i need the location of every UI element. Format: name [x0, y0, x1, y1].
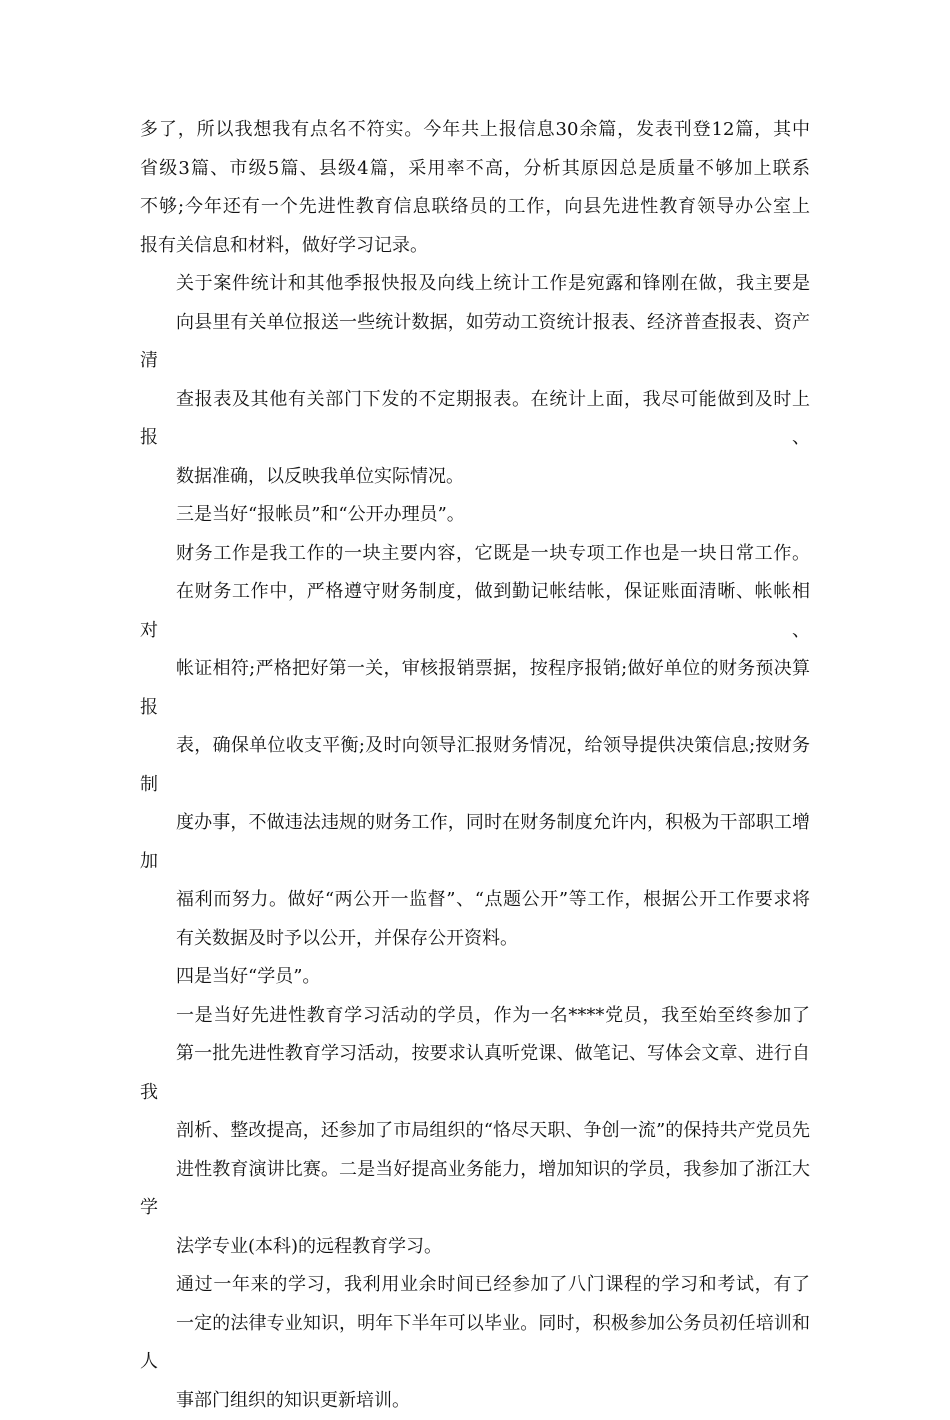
- text-line: 福利而努力。做好“两公开一监督”、“点题公开”等工作，根据公开工作要求将: [140, 881, 810, 920]
- text-line: 数据准确，以反映我单位实际情况。: [140, 458, 810, 497]
- paragraph: [140, 265, 810, 496]
- text-line: 帐证相符;严格把好第一关，审核报销票据，按程序报销;做好单位的财务预决算报: [140, 650, 810, 727]
- text-line: 四是当好“学员”。: [140, 958, 810, 997]
- text-line: 财务工作是我工作的一块主要内容，它既是一块专项工作也是一块日常工作。: [140, 535, 810, 574]
- text-line: 在财务工作中，严格遵守财务制度，做到勤记帐结帐，保证账面清晰、帐帐相对、: [140, 573, 810, 650]
- text-line: 三是当好“报帐员”和“公开办理员”。: [140, 496, 810, 535]
- text-line: 事部门组织的知识更新培训。: [140, 1382, 810, 1420]
- text-line: 多了，所以我想我有点名不符实。今年共上报信息30余篇，发表刊登12篇，其中: [140, 111, 810, 150]
- text-line: 法学专业(本科)的远程教育学习。: [140, 1228, 810, 1267]
- paragraph: [140, 997, 810, 1267]
- paragraph: [140, 535, 810, 959]
- text-line: 不够;今年还有一个先进性教育信息联络员的工作，向县先进性教育领导办公室上: [140, 188, 810, 227]
- text-line: 通过一年来的学习，我利用业余时间已经参加了八门课程的学习和考试，有了: [140, 1266, 810, 1305]
- text-line: 第一批先进性教育学习活动，按要求认真听党课、做笔记、写体会文章、进行自我: [140, 1035, 810, 1112]
- text-line: 向县里有关单位报送一些统计数据，如劳动工资统计报表、经济普查报表、资产清: [140, 304, 810, 381]
- text-line: 省级3篇、市级5篇、县级4篇，采用率不高，分析其原因总是质量不够加上联系: [140, 150, 810, 189]
- paragraph: [140, 958, 810, 997]
- paragraph: [140, 496, 810, 535]
- text-line: 有关数据及时予以公开，并保存公开资料。: [140, 920, 810, 959]
- text-line: 查报表及其他有关部门下发的不定期报表。在统计上面，我尽可能做到及时上报、: [140, 381, 810, 458]
- text-line: 剖析、整改提高，还参加了市局组织的“恪尽天职、争创一流”的保持共产党员先: [140, 1112, 810, 1151]
- text-line: 一定的法律专业知识，明年下半年可以毕业。同时，积极参加公务员初任培训和人: [140, 1305, 810, 1382]
- text-line: 表，确保单位收支平衡;及时向领导汇报财务情况，给领导提供决策信息;按财务制: [140, 727, 810, 804]
- text-line: 进性教育演讲比赛。二是当好提高业务能力，增加知识的学员，我参加了浙江大学: [140, 1151, 810, 1228]
- text-line: 一是当好先进性教育学习活动的学员，作为一名****党员，我至始至终参加了: [140, 997, 810, 1036]
- text-line: 度办事，不做违法违规的财务工作，同时在财务制度允许内，积极为干部职工增加: [140, 804, 810, 881]
- document-body: [140, 111, 810, 1420]
- paragraph: [140, 1266, 810, 1420]
- text-line: 关于案件统计和其他季报快报及向线上统计工作是宛露和锋刚在做，我主要是: [140, 265, 810, 304]
- text-line: 报有关信息和材料，做好学习记录。: [140, 227, 810, 266]
- paragraph: [140, 111, 810, 265]
